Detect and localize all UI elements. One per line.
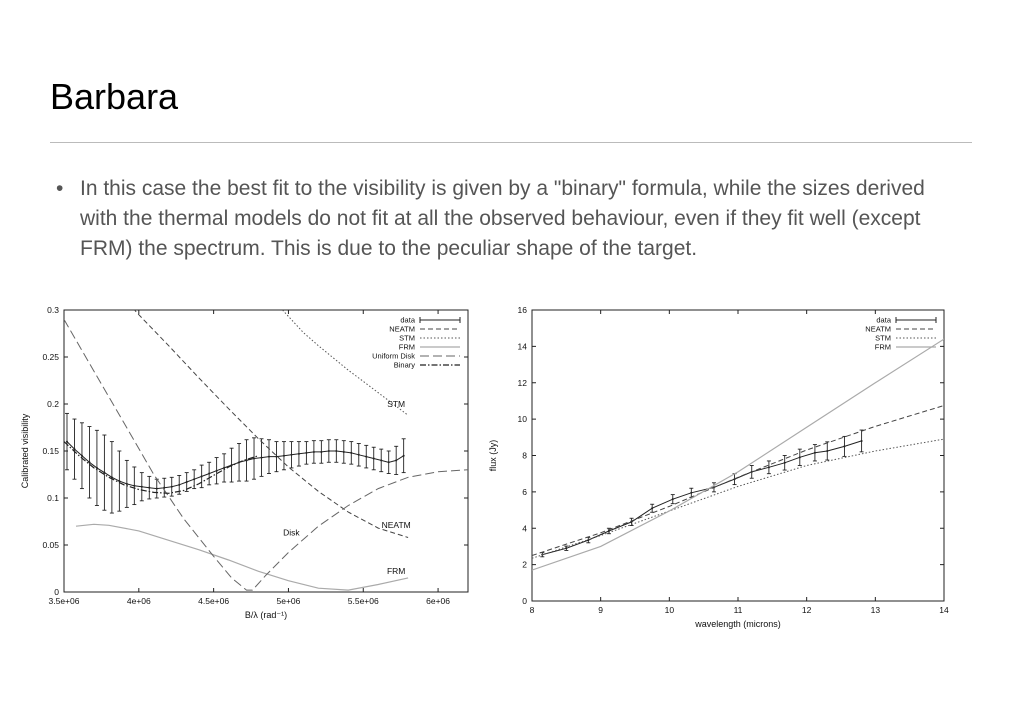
chart1-y-tick-label: 0 <box>54 587 59 597</box>
chart1-series-data-point <box>186 481 188 483</box>
chart1-series-data-point <box>305 452 307 454</box>
chart1-legend-label: Binary <box>393 360 415 370</box>
chart2-y-tick-label: 4 <box>522 523 527 534</box>
chart1-series-data-point <box>103 472 105 474</box>
chart1-series-data-point <box>118 480 120 482</box>
chart1-series-data-point <box>223 467 225 469</box>
chart2-series-data-point <box>784 462 786 464</box>
chart1-y-tick-label: 0.25 <box>42 352 59 362</box>
chart1-series-data-point <box>328 450 330 452</box>
chart2-legend-label: STM <box>875 333 891 343</box>
chart2-x-tick-label: 11 <box>733 605 743 615</box>
visibility-chart <box>14 300 474 625</box>
chart1-y-tick-label: 0.3 <box>47 305 59 315</box>
chart1-series-data-point <box>133 485 135 487</box>
chart1-y-tick-label: 0.1 <box>47 493 59 503</box>
chart2-x-axis-label: wavelength (microns) <box>695 619 781 629</box>
chart2-y-tick-label: 14 <box>517 341 527 352</box>
chart2-y-tick-label: 8 <box>522 450 527 461</box>
chart1-series-data-point <box>320 451 322 453</box>
chart1-series-data-errorbar <box>87 427 91 498</box>
chart1-series-data-point <box>350 452 352 454</box>
chart1-series-data-point <box>208 473 210 475</box>
chart1-x-tick-label: 6e+06 <box>426 596 451 606</box>
chart1-x-tick-label: 3.5e+06 <box>48 596 80 606</box>
chart1-x-tick-label: 4e+06 <box>126 596 151 606</box>
chart2-series-data-point <box>690 492 692 494</box>
chart1-series-data-point <box>268 456 270 458</box>
chart2-series-data-point <box>799 456 801 458</box>
chart1-series-data-point <box>141 486 143 488</box>
chart2-x-tick-label: 14 <box>939 605 949 615</box>
chart1-series-data-point <box>126 483 128 485</box>
chart1-legend-label: FRM <box>398 342 415 352</box>
chart1-series-data-errorbar <box>117 451 121 511</box>
flux-spectrum-chart <box>488 300 954 635</box>
chart2-y-axis-label: flux (Jy) <box>488 439 498 472</box>
chart1-series-data-point <box>261 457 263 459</box>
chart1-series-data-point <box>283 455 285 457</box>
chart2-series-data-errorbar <box>650 504 654 512</box>
chart1-legend-label: data <box>400 315 415 325</box>
chart1-legend-label: NEATM <box>389 324 415 334</box>
chart1-series-data-errorbar <box>65 413 69 469</box>
chart2-y-tick-label: 10 <box>517 414 527 425</box>
chart2-series-group <box>532 339 944 570</box>
chart1-legend-label: Uniform Disk <box>372 351 415 361</box>
chart1-series-data-point <box>216 470 218 472</box>
chart2-y-tick-label: 12 <box>517 377 527 388</box>
title-divider <box>50 142 972 143</box>
chart2-x-tick-label: 9 <box>598 605 604 615</box>
chart1-series-data-point <box>66 441 68 443</box>
chart2-series-data-point <box>861 440 863 442</box>
chart1-x-tick-label: 5e+06 <box>276 596 301 606</box>
chart1-series-data-errorbar <box>72 419 76 479</box>
chart2-series-data-point <box>843 445 845 447</box>
chart2-series-stm <box>532 439 944 558</box>
chart1-series-data-errorbar <box>80 423 84 489</box>
chart2-series-data-errorbar <box>586 537 590 542</box>
chart1-series-data-point <box>178 484 180 486</box>
chart1-series-data-errorbar <box>402 439 406 473</box>
chart1-annotation-disk: Disk <box>283 527 300 538</box>
chart1-series-data-point <box>81 455 83 457</box>
chart2-y-tick-label: 0 <box>522 596 527 606</box>
chart1-y-tick-label: 0.2 <box>47 399 59 409</box>
chart1-series-data-point <box>275 456 277 458</box>
chart2-y-tick-label: 16 <box>517 305 527 315</box>
chart1-series-data-point <box>88 461 90 463</box>
chart1-series-data-point <box>365 456 367 458</box>
chart1-series-data-point <box>290 454 292 456</box>
chart2-legend-label: FRM <box>874 342 891 352</box>
chart1-series-data-point <box>73 448 75 450</box>
chart1-series-data-point <box>380 459 382 461</box>
chart1-y-tick-label: 0.05 <box>42 540 59 550</box>
chart1-annotation-neatm: NEATM <box>381 520 411 531</box>
chart2-x-tick-label: 12 <box>801 605 812 615</box>
bullet-text: In this case the best fit to the visibility is given by a "binary" formula, while the sizes derived with the thermal models do not fit at all the observed behaviour, even if they fit well (except FRM) the spectrum. This is due to the peculiar shape of the target. <box>80 177 925 260</box>
bullet-dot-icon: • <box>56 177 64 200</box>
chart1-series-data-point <box>358 454 360 456</box>
chart1-series-neatm <box>64 230 408 537</box>
chart1-series-data-point <box>148 487 150 489</box>
chart1-series-data-point <box>171 486 173 488</box>
chart1-x-tick-label: 5.5e+06 <box>347 596 379 606</box>
chart2-x-tick-label: 10 <box>664 605 675 615</box>
chart1-series-data-errorbar <box>95 430 99 505</box>
chart2-legend-label: data <box>876 315 891 325</box>
chart1-series-data-point <box>395 459 397 461</box>
chart1-y-tick-label: 0.15 <box>42 446 59 456</box>
slide-title: Barbara <box>50 76 179 117</box>
chart1-series-binary <box>64 442 259 494</box>
chart1-series-data-point <box>343 451 345 453</box>
chart2-y-tick-label: 2 <box>522 559 527 570</box>
chart1-series-data-point <box>388 461 390 463</box>
chart2-series-neatm <box>532 406 944 556</box>
chart2-plot-frame <box>532 310 944 601</box>
chart2-series-data-point <box>672 498 674 500</box>
chart2-series-data-point <box>768 466 770 468</box>
chart2-x-tick-label: 13 <box>870 605 881 615</box>
chart2-series-data-point <box>826 450 828 452</box>
chart1-x-tick-label: 4.5e+06 <box>198 596 230 606</box>
chart2-series-data-point <box>651 507 653 509</box>
chart2-legend-label: NEATM <box>865 324 891 334</box>
chart1-x-axis-label: B/λ (rad⁻¹) <box>244 610 288 620</box>
chart1-series-data-point <box>96 467 98 469</box>
chart1-series-data-point <box>298 453 300 455</box>
chart2-x-tick-label: 8 <box>529 605 535 615</box>
chart1-series-data-point <box>335 450 337 452</box>
chart1-series-data-point <box>156 488 158 490</box>
chart1-series-data-errorbar <box>110 442 114 513</box>
chart1-series-frm <box>76 524 408 590</box>
chart1-series-data-errorbar <box>102 435 106 510</box>
chart1-series-data-line <box>67 442 404 489</box>
chart2-y-tick-label: 6 <box>522 486 527 497</box>
chart1-legend-label: STM <box>399 333 415 343</box>
chart1-annotation-frm: FRM <box>386 566 406 577</box>
chart1-series-group <box>64 230 468 590</box>
chart1-series-data-point <box>373 458 375 460</box>
chart1-series-data-point <box>193 478 195 480</box>
chart1-y-axis-label: Calibrated visibility <box>20 413 30 489</box>
chart1-series-data-point <box>403 455 405 457</box>
chart1-annotation-stm: STM <box>387 398 406 409</box>
chart1-series-data-point <box>201 475 203 477</box>
chart1-series-data-point <box>313 451 315 453</box>
chart2-series-data-point <box>814 452 816 454</box>
